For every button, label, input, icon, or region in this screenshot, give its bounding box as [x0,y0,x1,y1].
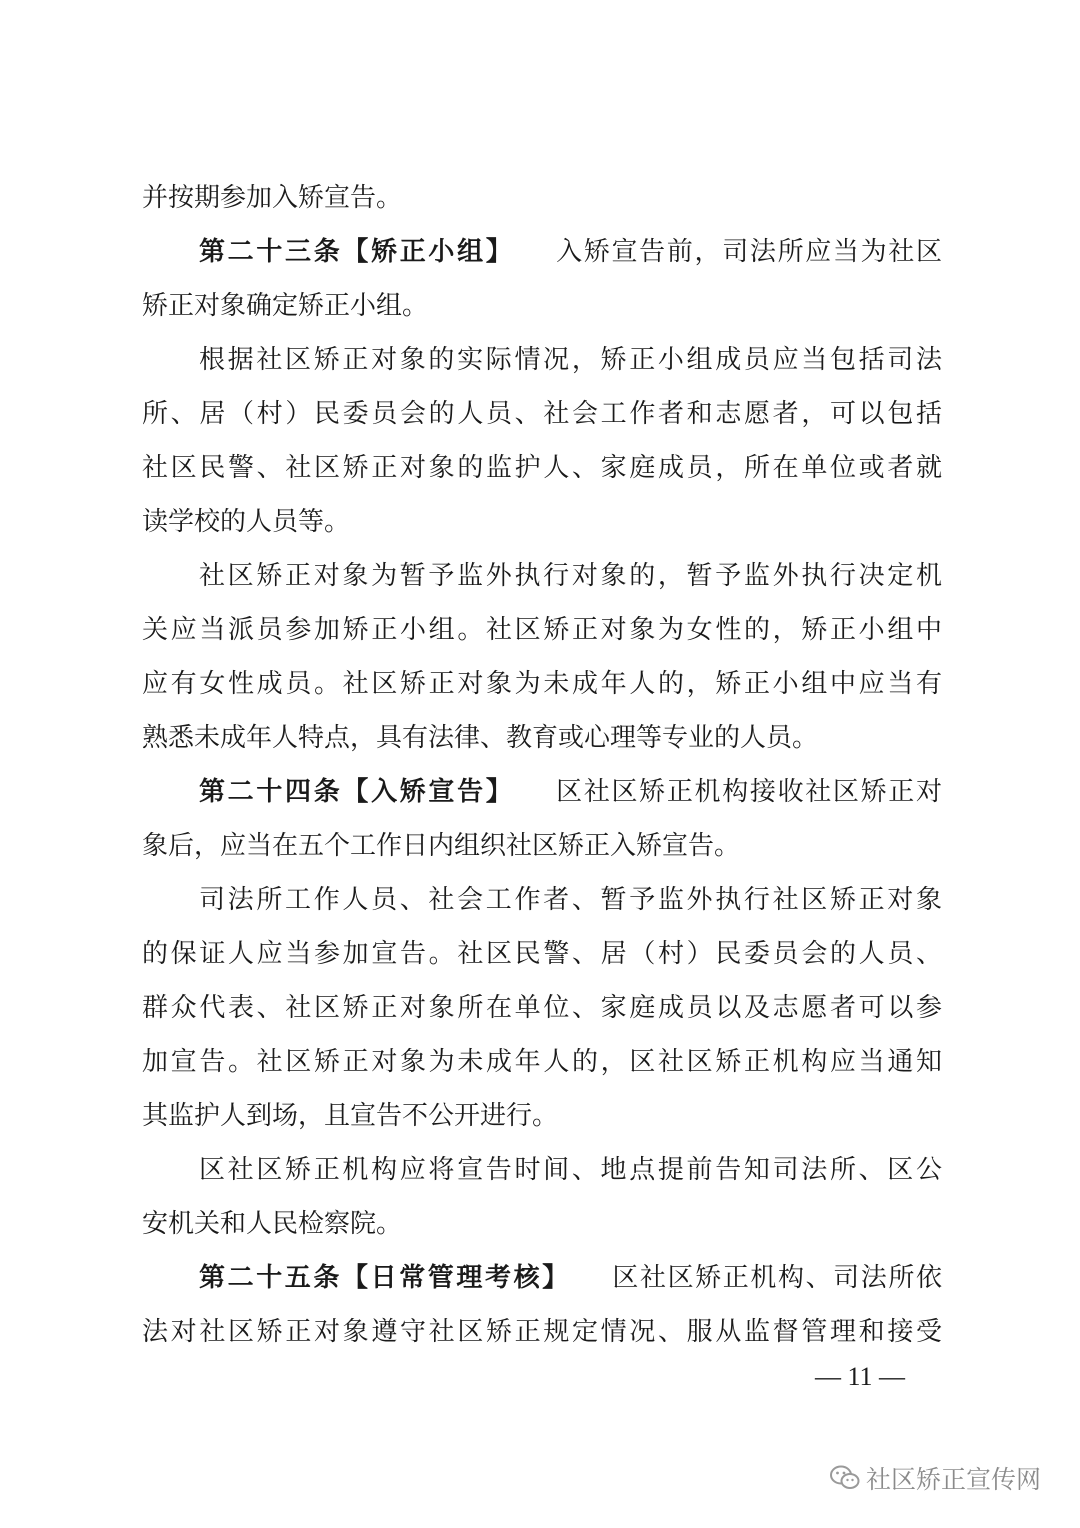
text-line: 应有女性成员。社区矫正对象为未成年人的，矫正小组中应当有 [142,669,942,699]
text-line: 并按期参加入矫宣告。 [142,183,403,213]
article-heading: 第二十三条【矫正小组】 [199,237,515,267]
text-line: 法对社区矫正对象遵守社区矫正规定情况、服从监督管理和接受 [142,1317,942,1347]
text-line: 熟悉未成年人特点，具有法律、教育或心理等专业的人员。 [142,723,819,753]
text-line: 社区民警、社区矫正对象的监护人、家庭成员，所在单位或者就 [142,453,942,483]
text-span: 入矫宣告前，司法所应当为社区 [554,237,942,267]
article-heading: 第二十五条【日常管理考核】 [199,1263,571,1293]
text-line: 读学校的人员等。 [142,507,351,537]
text-line: 矫正对象确定矫正小组。 [142,291,429,321]
watermark-text: 社区矫正宣传网 [866,1465,1042,1494]
text-line: 社区矫正对象为暂予监外执行对象的，暂予监外执行决定机 [199,561,942,591]
text-line: 司法所工作人员、社会工作者、暂予监外执行社区矫正对象 [199,885,942,915]
text-line: 象后，应当在五个工作日内组织社区矫正入矫宣告。 [142,831,741,861]
text-line: 加宣告。社区矫正对象为未成年人的，区社区矫正机构应当通知 [142,1047,942,1077]
text-line: 关应当派员参加矫正小组。社区矫正对象为女性的，矫正小组中 [142,615,942,645]
document-body [142,171,942,1359]
article-heading-line [142,1251,942,1305]
watermark [830,1458,1041,1498]
text-line: 群众代表、社区矫正对象所在单位、家庭成员以及志愿者可以参 [142,993,942,1023]
text-span: 区社区矫正机构接收社区矫正对 [554,777,942,807]
wechat-icon [830,1465,860,1491]
article-heading: 第二十四条【入矫宣告】 [199,777,515,807]
page-number: — 11 — [814,1362,906,1391]
article-heading-line [142,765,942,819]
article-heading-line [142,225,942,279]
text-line: 安机关和人民检察院。 [142,1209,403,1239]
text-span: 区社区矫正机构、司法所依 [610,1263,942,1293]
text-line: 区社区矫正机构应将宣告时间、地点提前告知司法所、区公 [199,1155,942,1185]
text-line: 根据社区矫正对象的实际情况，矫正小组成员应当包括司法 [199,345,942,375]
text-line: 所、居（村）民委员会的人员、社会工作者和志愿者，可以包括 [142,399,942,429]
text-line: 其监护人到场，且宣告不公开进行。 [142,1101,559,1131]
text-line: 的保证人应当参加宣告。社区民警、居（村）民委员会的人员、 [142,939,942,969]
